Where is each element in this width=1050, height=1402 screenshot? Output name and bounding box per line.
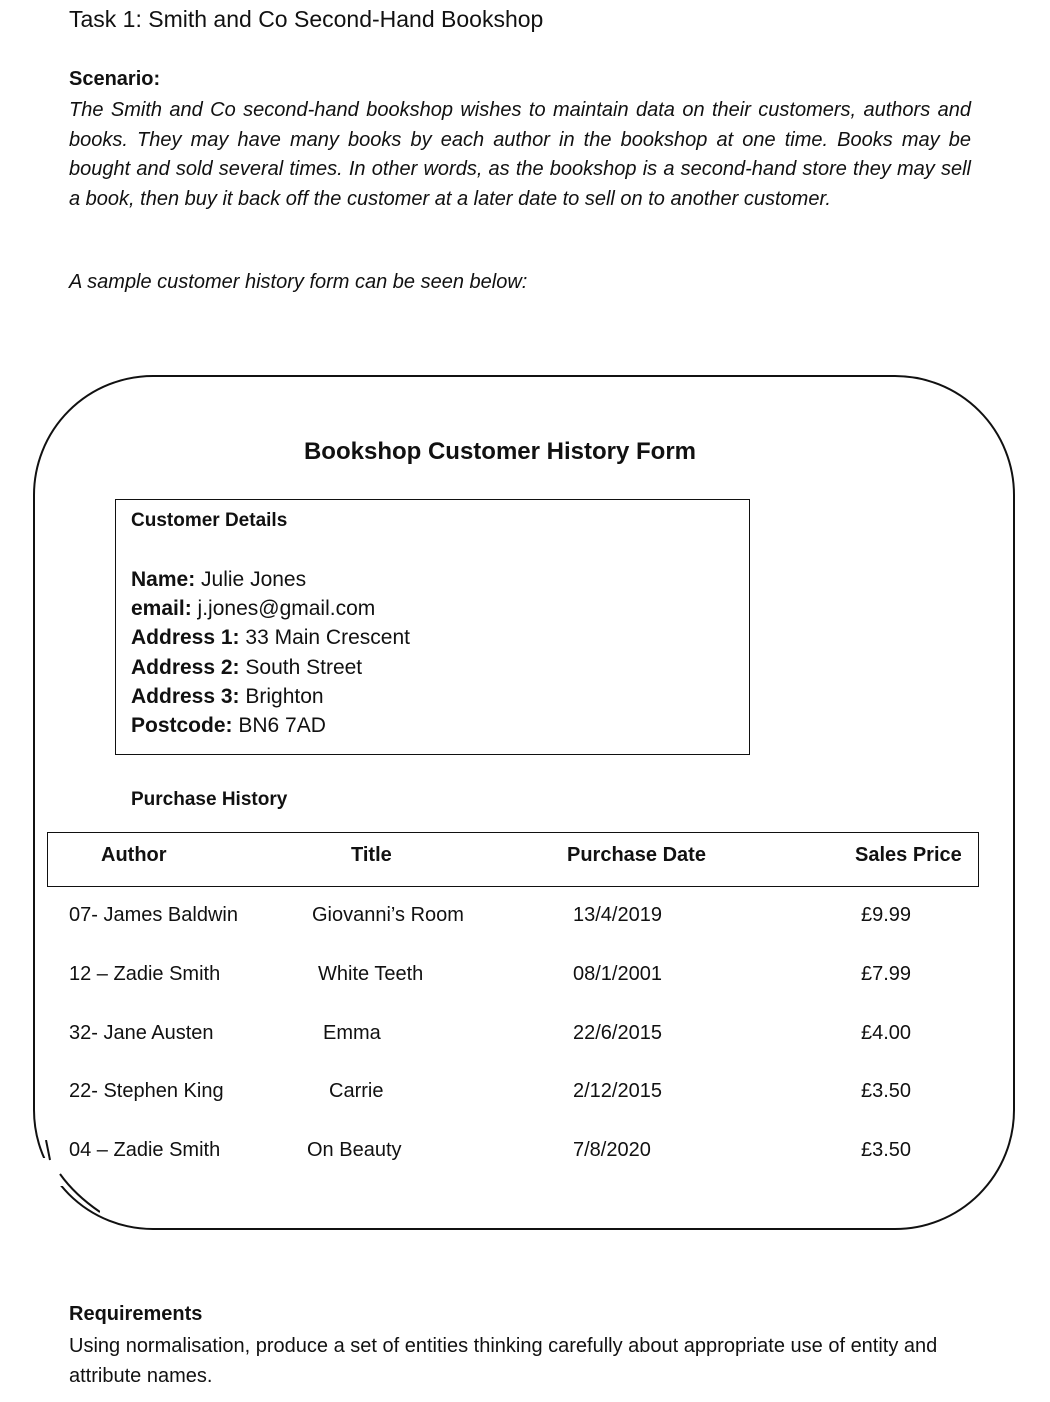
scenario-label: Scenario: [69,68,161,90]
name-label: Name: [131,568,196,591]
customer-address1-line [131,626,410,650]
name-value: Julie Jones [201,568,307,591]
task-title: Task 1: Smith and Co Second-Hand Bookshop [69,6,544,32]
address2-label: Address 2: [131,656,240,679]
address3-label: Address 3: [131,685,240,708]
row-5-author: 04 – Zadie Smith [69,1139,221,1161]
address3-value: Brighton [245,685,324,708]
row-5-date: 7/8/2020 [573,1139,651,1161]
row-5-title: On Beauty [307,1139,402,1161]
scenario-text: The Smith and Co second-hand bookshop wishes to maintain data on their customers, authors and books. They may have many books by each author in the bookshop at one time. Books may be bought and sold several times. In other words, as the bookshop is a second-hand store they may sell a book, then buy it back off the customer at a later date to sell on to another customer. [69,99,971,210]
email-label: email: [131,597,192,620]
row-4-date: 2/12/2015 [573,1080,662,1102]
customer-address3-line [131,685,324,709]
postcode-value: BN6 7AD [238,714,326,737]
requirements-text: Using normalisation, produce a set of entities thinking carefully about appropriate use of entity and attribute names. [69,1335,938,1387]
row-1-price: £9.99 [861,904,912,926]
postcode-label: Postcode: [131,714,233,737]
customer-postcode-line [131,714,326,738]
row-3-date: 22/6/2015 [573,1022,662,1044]
row-2-author: 12 – Zadie Smith [69,963,221,985]
address1-value: 33 Main Crescent [245,626,410,649]
row-4-price: £3.50 [861,1080,912,1102]
row-2-title: White Teeth [318,963,424,985]
address1-label: Address 1: [131,626,240,649]
row-3-price: £4.00 [861,1022,912,1044]
customer-email-line [131,597,375,621]
column-header-purchase-date: Purchase Date [567,844,706,866]
column-header-author: Author [101,844,167,866]
email-value: j.jones@gmail.com [197,597,376,620]
customer-address2-line [131,656,362,680]
row-1-author: 07- James Baldwin [69,904,238,926]
row-3-title: Emma [323,1022,381,1044]
customer-name-line [131,568,306,592]
row-5-price: £3.50 [861,1139,912,1161]
purchase-history-heading: Purchase History [131,789,288,810]
column-header-sales-price: Sales Price [855,844,962,866]
purchase-history-header [47,832,979,887]
requirements-heading: Requirements [69,1303,203,1325]
address2-value: South Street [245,656,363,679]
row-2-price: £7.99 [861,963,912,985]
row-3-author: 32- Jane Austen [69,1022,214,1044]
sample-caption: A sample customer history form can be seen below: [69,271,528,293]
row-2-date: 08/1/2001 [573,963,662,985]
row-4-author: 22- Stephen King [69,1080,224,1102]
column-header-title: Title [351,844,392,866]
form-title: Bookshop Customer History Form [303,438,697,465]
row-4-title: Carrie [329,1080,384,1102]
row-1-title: Giovanni’s Room [312,904,464,926]
row-1-date: 13/4/2019 [573,904,662,926]
customer-details-heading: Customer Details [131,510,288,531]
